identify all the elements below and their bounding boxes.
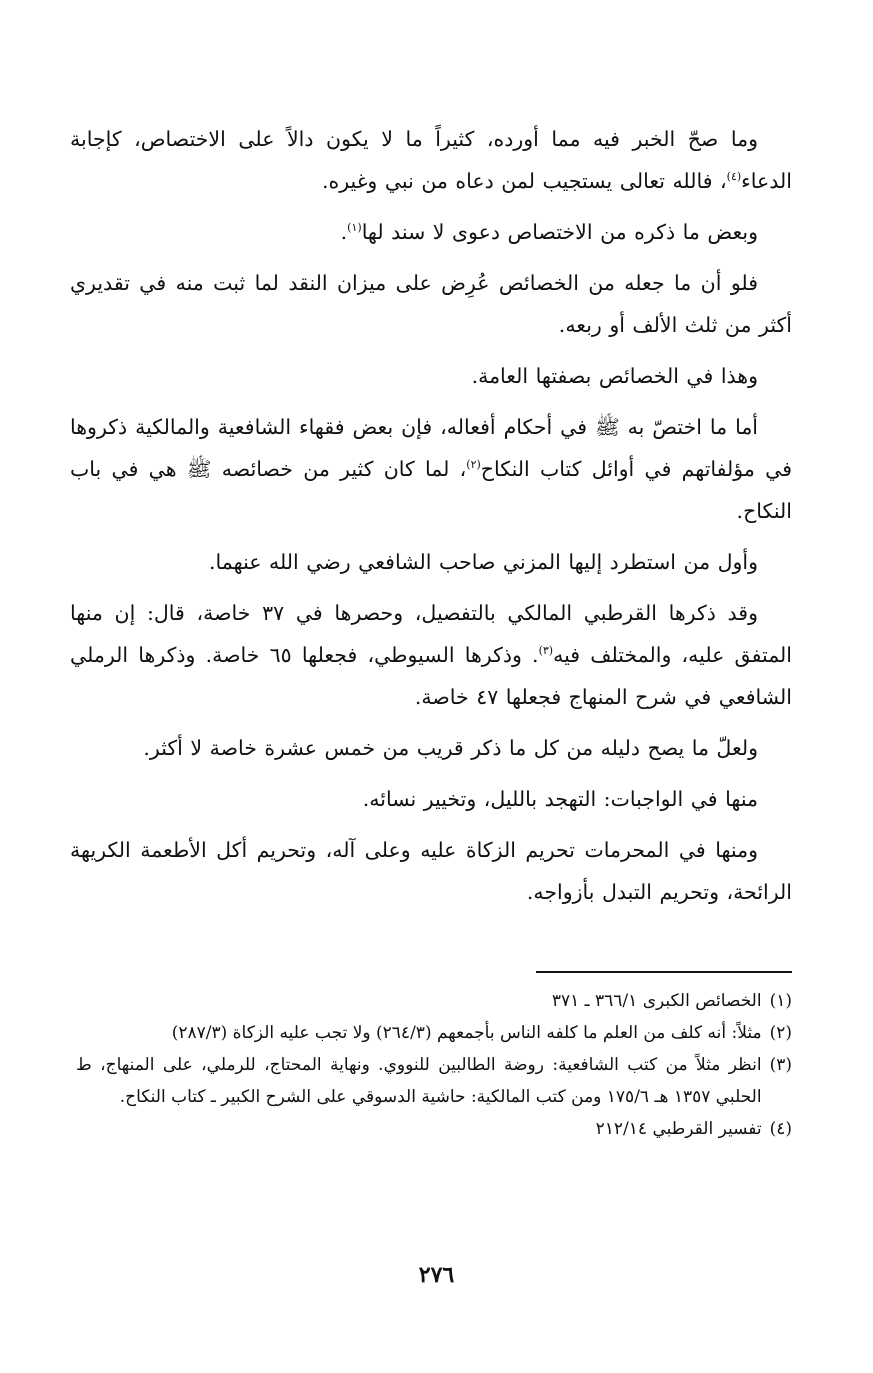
footnote-ref[interactable]: (٣) [538,644,554,658]
footnote [76,1049,792,1113]
paragraph: ومنها في المحرمات تحريم الزكاة عليه وعلى آله، وتحريم أكل الأطعمة الكريهة الرائحة، وتحريم التبدل بأزواجه. [70,838,792,904]
footnote-ref[interactable]: (٤) [726,170,742,184]
footnote [76,1017,792,1049]
paragraph: وبعض ما ذكره من الاختصاص دعوى لا سند لها$^{(١)}$. [340,220,758,244]
footnote [76,985,792,1017]
page-number: ٢٧٦ [418,1262,455,1288]
footnote-number: (٢) [769,1023,792,1043]
footnote-ref[interactable]: (٢) [466,458,481,472]
footnote-number: (١) [769,991,792,1011]
body-text [70,118,792,922]
paragraph: وأول من استطرد إليها المزني صاحب الشافعي رضي الله عنهما. [209,550,758,574]
footnote-text: الخصائص الكبرى ٣٦٦/١ ـ ٣٧١ [551,991,762,1011]
footnote-number: (٤) [769,1119,792,1139]
footnote-divider [536,971,792,973]
paragraph: وقد ذكرها القرطبي المالكي بالتفصيل، وحصرها في ٣٧ خاصة، قال: إن منها المتفق عليه، والمختلف فيه$^{(٣)}$. وذكرها السيوطي، فجعلها ٦٥ خاصة. وذكرها الرملي الشافعي في شرح المنهاج فجعلها ٤٧ خاصة. [70,601,792,709]
paragraph: ولعلّ ما يصح دليله من كل ما ذكر قريب من خمس عشرة خاصة لا أكثر. [143,736,758,760]
footnote-ref[interactable]: (١) [347,221,362,235]
footnotes [76,985,792,1145]
paragraph: فلو أن ما جعله من الخصائص عُرِض على ميزان النقد لما ثبت منه في تقديري أكثر من ثلث الألف أو ربعه. [70,271,792,337]
footnote [76,1113,792,1145]
paragraph: منها في الواجبات: التهجد بالليل، وتخيير نسائه. [362,787,758,811]
footnote-text: تفسير القرطبي ٢١٢/١٤ [595,1119,762,1139]
paragraph: أما ما اختصّ به ﷺ في أحكام أفعاله، فإن بعض فقهاء الشافعية والمالكية ذكروها في مؤلفاتهم في أوائل كتاب النكاح$^{(٢)}$، لما كان كثير من خصائصه ﷺ هي في باب النكاح. [70,415,792,523]
footnote-text: انظر مثلاً من كتب الشافعية: روضة الطالبين للنووي. ونهاية المحتاج، للرملي، على المنهاج، ط الحلبي ١٣٥٧ هـ ١٧٥/٦ ومن كتب المالكية: حاشية الدسوقي على الشرح الكبير ـ كتاب النكاح. [76,1055,762,1107]
paragraph: وما صحّ الخبر فيه مما أورده، كثيراً ما لا يكون دالاً على الاختصاص، كإجابة الدعاء$^{(٤)}$، فالله تعالى يستجيب لمن دعاه من نبي وغيره. [70,127,792,193]
footnote-text: مثلاً: أنه كلف من العلم ما كلفه الناس بأجمعهم (٢٦٤/٣) ولا تجب عليه الزكاة (٢٨٧/٣) [171,1023,762,1043]
paragraph: وهذا في الخصائص بصفتها العامة. [471,364,758,388]
footnote-number: (٣) [769,1055,792,1075]
